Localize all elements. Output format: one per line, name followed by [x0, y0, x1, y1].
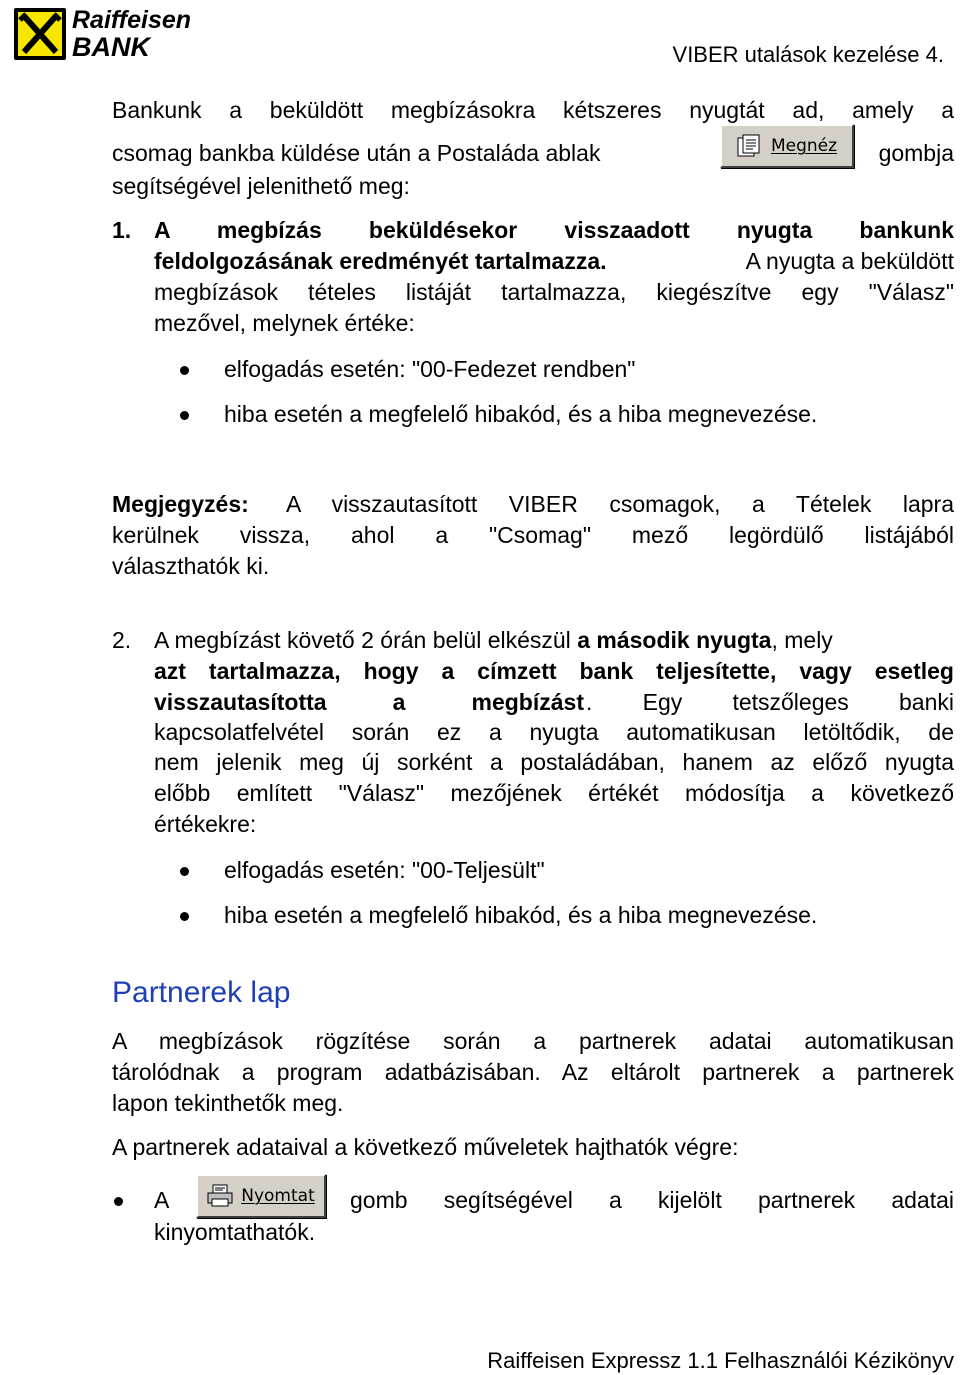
- intro-line-2a: csomag bankba küldése után a Postaláda ablak: [112, 140, 601, 166]
- item2-number: 2.: [112, 627, 132, 653]
- item1-bold-line-2: feldolgozásának eredményét tartalmazza.: [154, 248, 607, 274]
- partners-para2: A partnerek adataival a következő műveletek hajthatók végre:: [112, 1134, 739, 1160]
- partners-bullet-b: gomb segítségével a kijelölt partnerek adatai: [350, 1187, 954, 1213]
- bullet-dot: [180, 912, 189, 921]
- item1-rest-line-2: A nyugta a beküldött: [745, 248, 954, 274]
- note-line-1: A visszautasított VIBER csomagok, a Tételek lapra: [286, 491, 954, 517]
- bullet-dot: [180, 411, 189, 420]
- item2-line-5: nem jelenik meg új sorként a postaládában, hanem az előző nyugta: [154, 749, 954, 775]
- item2-line-7: értékekre:: [154, 811, 257, 837]
- logo-text-bank: BANK: [72, 32, 150, 62]
- partners-para1-line-2: tárolódnak a program adatbázisában. Az eltárolt partnerek a partnerek: [112, 1059, 954, 1085]
- item2-bullet-1: elfogadás esetén: "00-Teljesült": [224, 857, 545, 883]
- partners-para1-line-1: A megbízások rögzítése során a partnerek adatai automatikusan: [112, 1028, 954, 1054]
- megnez-button[interactable]: [720, 124, 854, 168]
- section-title-partnerek: Partnerek lap: [112, 976, 291, 1009]
- item2-bold-line-2: azt tartalmazza, hogy a címzett bank teljesítette, vagy esetleg: [154, 658, 954, 684]
- item2-bullet-2: hiba esetén a megfelelő hibakód, és a hiba megnevezése.: [224, 902, 818, 928]
- nyomtat-button-label: Nyomtat: [241, 1186, 315, 1206]
- item2-bold-line-3: visszautasította a megbízást: [154, 689, 584, 715]
- item1-bullet-1: elfogadás esetén: "00-Fedezet rendben": [224, 356, 636, 382]
- item1-line-4: mezővel, melynek értéke:: [154, 310, 415, 336]
- raiffeisen-logo: [14, 8, 198, 60]
- note-line-3: választhatók ki.: [112, 553, 270, 579]
- view-documents-icon: [737, 134, 763, 158]
- item1-bold-line-1: A megbízás beküldésekor visszaadott nyugta bankunk: [154, 217, 954, 243]
- bullet-dot: [180, 366, 189, 375]
- raiffeisen-gable-cross-icon: [14, 8, 66, 60]
- bullet-dot: [180, 867, 189, 876]
- megnez-button-label: Megnéz: [770, 136, 838, 156]
- intro-line-3: segítségével jelenithető meg:: [112, 173, 410, 199]
- item2-line-6: előbb említett "Válasz" mezőjének értékét módosítja a következő: [154, 780, 954, 806]
- item1-line-3: megbízások tételes listáját tartalmazza, kiegészítve egy "Válasz": [154, 279, 954, 305]
- logo-text-raiffeisen: Raiffeisen: [72, 6, 192, 34]
- note-label: Megjegyzés:: [112, 491, 249, 517]
- item1-number: 1.: [112, 217, 132, 243]
- bullet-dot: [114, 1197, 123, 1206]
- nyomtat-button[interactable]: [196, 1174, 326, 1218]
- intro-line-1: Bankunk a beküldött megbízásokra kétszeres nyugtát ad, amely a: [112, 97, 954, 123]
- page-footer-title: Raiffeisen Expressz 1.1 Felhasználói Kézikönyv: [487, 1348, 954, 1373]
- note-line-2: kerülnek vissza, ahol a "Csomag" mező legördülő listájából: [112, 522, 954, 548]
- item2-rest-line-3: . Egy tetszőleges banki: [586, 689, 954, 715]
- item2-line-4: kapcsolatfelvétel során ez a nyugta automatikusan letöltődik, de: [154, 719, 954, 745]
- partners-bullet-a: A: [154, 1187, 170, 1213]
- partners-para1-line-3: lapon tekinthetők meg.: [112, 1090, 344, 1116]
- printer-icon: [207, 1184, 233, 1208]
- item1-bullet-2: hiba esetén a megfelelő hibakód, és a hiba megnevezése.: [224, 401, 818, 427]
- item2-line-1: A megbízást követő 2 órán belül elkészül a második nyugta, mely: [154, 627, 833, 653]
- intro-line-2b: gombja: [878, 140, 954, 166]
- page-header-title: VIBER utalások kezelése 4.: [672, 42, 944, 67]
- partners-bullet-line-2: kinyomtathatók.: [154, 1219, 316, 1245]
